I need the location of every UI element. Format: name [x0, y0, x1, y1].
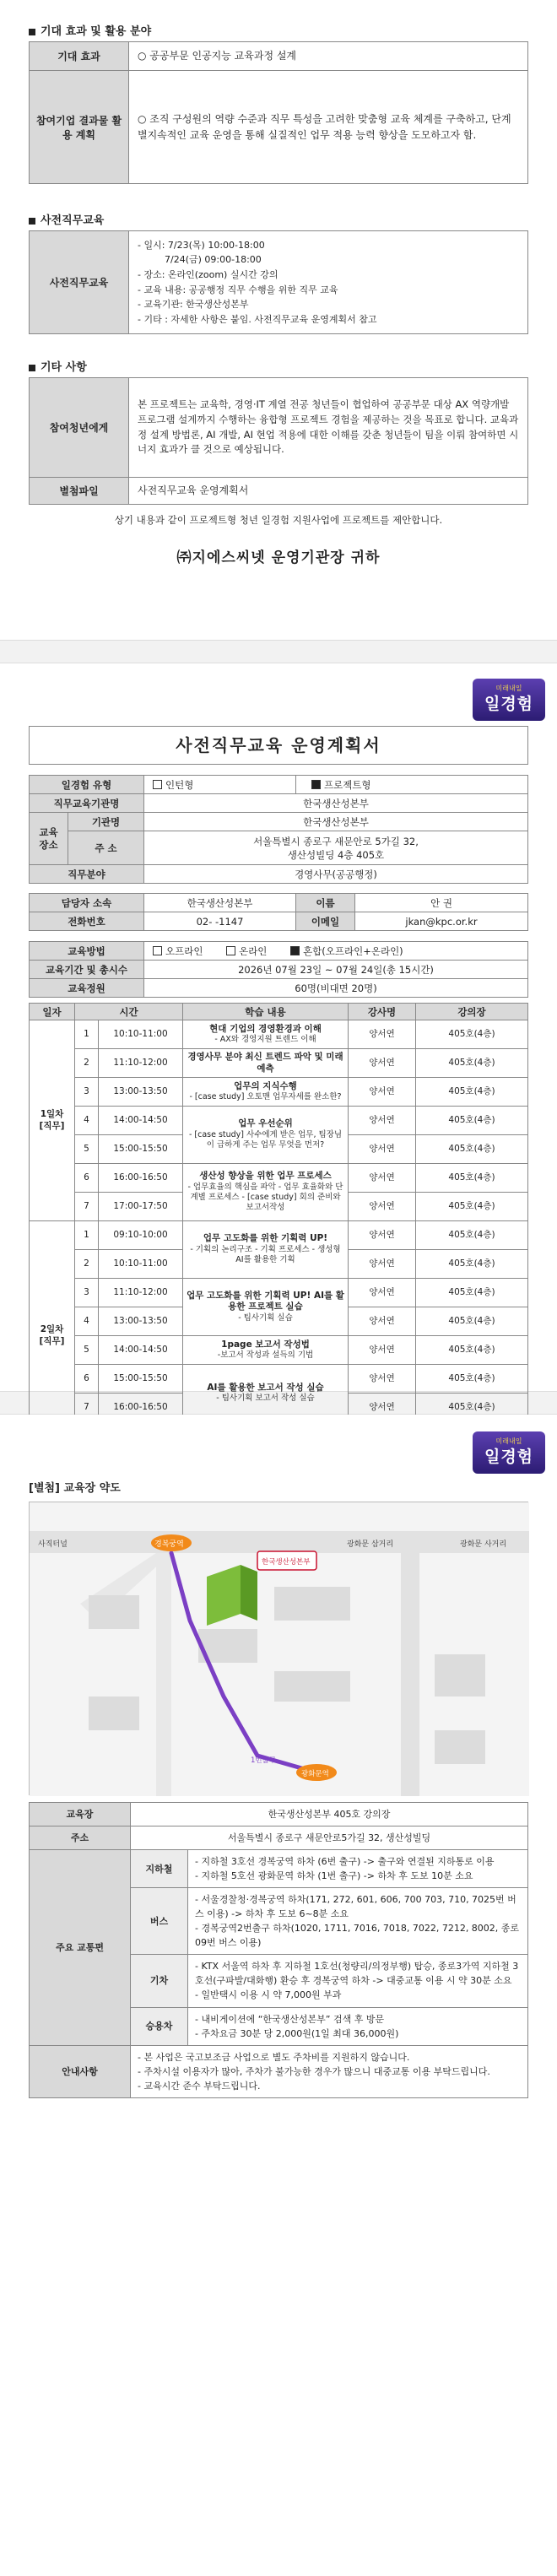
instructor: 양서연	[349, 1307, 416, 1336]
effects-table	[29, 41, 528, 184]
instructor: 양서연	[349, 1078, 416, 1107]
content-title: 경영사무 분야 최신 트렌드 파악 및 미래예측	[187, 1051, 343, 1074]
road-vertical	[401, 1553, 419, 1796]
learning-content	[183, 1164, 349, 1221]
pretraining-table	[29, 230, 528, 334]
instructor: 양서연	[349, 1394, 416, 1422]
type-project[interactable]: 프로젝트형	[296, 776, 528, 794]
notice-info: - 본 사업은 국고보조금 사업으로 별도 주차비를 지원하지 않습니다. - 주차시설 이용자가 많아, 주차가 불가능한 경우가 많으니 대중교통 이용 부탁드립니다. - 교육시간 준수 부탁드립니다.	[131, 2045, 528, 2097]
addr-label: 주 소	[68, 831, 144, 865]
youth-label: 참여청년에게	[30, 378, 129, 478]
content-sub: - 기획의 논리구조 - 기획 프로세스 - 생성형 AI를 활용한 기획	[190, 1244, 341, 1265]
email-value: jkan@kpc.or.kr	[355, 912, 528, 931]
classroom: 405호(4층)	[416, 1394, 528, 1422]
period-number: 5	[75, 1336, 99, 1365]
period-number: 7	[75, 1394, 99, 1422]
count-value: 60명(비대면 20명)	[144, 979, 528, 998]
directions-table	[29, 1802, 528, 2098]
logo	[473, 1431, 545, 1474]
schedule-row	[30, 1164, 528, 1193]
method-options	[144, 942, 528, 961]
period-time: 11:10-12:00	[99, 1279, 183, 1307]
recipient-sign: ㈜지에스씨넷 운영기관장 귀하	[176, 549, 381, 566]
train-info: - KTX 서울역 하차 후 지하철 1호선(청량리/의정부행) 탑승, 종로3가역 지하철 3호선(구파발/대화행) 환승 후 경복궁역 하차 -> 대중교통 이용 시 약 30분 소요 - 일반택시 이용 시 약 7,000원 부과	[188, 1955, 528, 2007]
etc-table	[29, 377, 528, 505]
attachment-value: 사전직무교육 운영계획서	[129, 478, 528, 505]
content-title: 업무 고도화를 위한 기획력 UP!	[203, 1233, 328, 1244]
period-number: 2	[75, 1250, 99, 1279]
period-number: 7	[75, 1193, 99, 1221]
period-label: 교육기간 및 총시수	[30, 961, 144, 979]
content-sub: - 팀사기획 보고서 작성 실습	[216, 1394, 315, 1404]
traffic-label: 주요 교통편	[30, 1850, 131, 2046]
car-label: 승용차	[131, 2007, 188, 2045]
pretraining-details	[129, 231, 528, 334]
classroom: 405호(4층)	[416, 1336, 528, 1365]
info-table	[29, 775, 528, 931]
classroom: 405호(4층)	[416, 1164, 528, 1193]
schedule-row	[30, 1221, 528, 1250]
period-number: 1	[75, 1221, 99, 1250]
method-table	[29, 941, 528, 998]
detail-line: - 일시: 7/23(목) 10:00-18:00	[138, 239, 265, 251]
method-mixed[interactable]: 혼합(오프라인+온라인)	[290, 945, 403, 957]
field-value: 경영사무(공공행정)	[144, 865, 528, 884]
method-online[interactable]: 온라인	[226, 945, 267, 957]
content-title: AI를 활용한 보고서 작성 실습	[207, 1382, 324, 1393]
map-label: 광화문 삼거리	[347, 1540, 394, 1549]
content-sub: - 팀사기획 실습	[238, 1312, 293, 1323]
content-title: 현대 기업의 경영환경과 이해	[209, 1023, 322, 1034]
train-label: 기차	[131, 1955, 188, 2007]
period-time: 14:00-14:50	[99, 1107, 183, 1135]
attachment-label: 별첨파일	[30, 478, 129, 505]
instructor: 양서연	[349, 1365, 416, 1394]
period-time: 15:00-15:50	[99, 1365, 183, 1394]
instructor: 양서연	[349, 1221, 416, 1250]
instructor: 양서연	[349, 1164, 416, 1193]
content-title: 생산성 향상을 위한 업무 프로세스	[199, 1171, 332, 1182]
period-time: 16:00-16:50	[99, 1394, 183, 1422]
content-title: 1page 보고서 작성법	[221, 1339, 310, 1350]
period-time: 11:10-12:00	[99, 1049, 183, 1078]
name-label: 이름	[296, 894, 355, 912]
instructor: 양서연	[349, 1020, 416, 1049]
content-title: 업무 고도화를 위한 기획력 UP! AI를 활용한 프로젝트 실습	[187, 1290, 344, 1312]
checkbox-icon	[153, 946, 162, 955]
content-sub: -보고서 작성과 설득의 기법	[217, 1350, 314, 1361]
learning-content	[183, 1020, 349, 1049]
classroom: 405호(4층)	[416, 1107, 528, 1135]
map-label: 경복궁역	[154, 1540, 184, 1549]
count-label: 교육정원	[30, 979, 144, 998]
subway-label: 지하철	[131, 1850, 188, 1888]
addr-value: 서울특별시 종로구 새문안로 5가길 32, 생산성빌딩 4층 405호	[144, 831, 528, 865]
effects-value: ○ 공공부문 인공지능 교육과정 설계	[129, 42, 528, 71]
detail-line: - 교육 내용: 공공행정 직무 수행을 위한 직무 교육	[138, 284, 338, 295]
section-title-pretraining: 사전직무교육	[29, 211, 528, 227]
col-instructor: 강사명	[349, 1004, 416, 1020]
instructor: 양서연	[349, 1250, 416, 1279]
email-label: 이메일	[296, 912, 355, 931]
schedule-row	[30, 1279, 528, 1307]
instructor: 양서연	[349, 1336, 416, 1365]
classroom: 405호(4층)	[416, 1135, 528, 1164]
period-number: 6	[75, 1365, 99, 1394]
day-cell: 1일차 [직무]	[30, 1020, 75, 1221]
content-sub: - 업무효율의 핵심을 파악 - 업무 효율화와 단계별 프로세스 - [case study] 회의 준비와 보고서작성	[187, 1182, 343, 1213]
org-value: 한국생산성본부	[144, 813, 528, 831]
detail-line: - 교육기관: 한국생산성본부	[138, 299, 249, 311]
learning-content	[183, 1049, 349, 1078]
phone-value: 02- -1147	[144, 912, 296, 931]
location-map	[29, 1502, 528, 1795]
content-sub: - AX와 경영지원 트렌드 이해	[214, 1035, 316, 1045]
classroom: 405호(4층)	[416, 1279, 528, 1307]
method-offline[interactable]: 오프라인	[153, 945, 203, 957]
pretraining-label: 사전직무교육	[30, 231, 129, 334]
col-content: 학습 내용	[183, 1004, 349, 1020]
classroom: 405호(4층)	[416, 1221, 528, 1250]
learning-content	[183, 1078, 349, 1107]
learning-content	[183, 1365, 349, 1422]
period-number: 1	[75, 1020, 99, 1049]
effects-label: 기대 효과	[30, 42, 129, 71]
field-label: 직무분야	[30, 865, 144, 884]
col-day: 일자	[30, 1004, 75, 1020]
checkbox-icon	[153, 780, 162, 789]
inst-label: 직무교육기관명	[30, 794, 144, 813]
usage-plan-value: ○ 조직 구성원의 역량 수준과 직무 특성을 고려한 맞춤형 교육 체계를 구축하고, 단계별지속적인 교육 운영을 통해 실질적인 업무 적용 능력 향상을 도모하고자 함.	[129, 71, 528, 184]
period-time: 14:00-14:50	[99, 1336, 183, 1365]
classroom: 405호(4층)	[416, 1020, 528, 1049]
place-label: 교육장	[30, 1803, 131, 1826]
learning-content	[183, 1279, 349, 1336]
detail-line: 7/24(금) 09:00-18:00	[165, 254, 262, 266]
type-label: 일경험 유형	[30, 776, 144, 794]
map-label: 1번출구	[251, 1756, 277, 1765]
instructor: 양서연	[349, 1279, 416, 1307]
map-label: 광화문 사거리	[460, 1540, 507, 1549]
type-intern[interactable]: 인턴형	[144, 776, 296, 794]
period-number: 3	[75, 1078, 99, 1107]
period-time: 16:00-16:50	[99, 1164, 183, 1193]
checkbox-checked-icon	[311, 780, 321, 789]
period-time: 10:10-11:00	[99, 1250, 183, 1279]
road-main	[30, 1531, 529, 1553]
page-1	[0, 0, 557, 640]
classroom: 405호(4층)	[416, 1307, 528, 1336]
bus-info: - 서울경찰청·경복궁역 하차(171, 272, 601, 606, 700 703, 710, 7025번 버스 이용) -> 하차 후 도보 6~8분 소요 - 경복궁역2번출구 하차(1020, 1711, 7016, 7018, 7022, 7212, 8002, 종로09번 버스 이용)	[188, 1888, 528, 1955]
map-svg	[30, 1502, 529, 1796]
org-label: 기관명	[68, 813, 144, 831]
classroom: 405호(4층)	[416, 1049, 528, 1078]
classroom: 405호(4층)	[416, 1078, 528, 1107]
period-number: 3	[75, 1279, 99, 1307]
page-3	[0, 1415, 557, 2539]
dept-value: 한국생산성본부	[144, 894, 296, 912]
bus-label: 버스	[131, 1888, 188, 1955]
period-number: 4	[75, 1307, 99, 1336]
logo	[473, 679, 545, 721]
page-2	[0, 663, 557, 1412]
dept-label: 담당자 소속	[30, 894, 144, 912]
notice-label: 안내사항	[30, 2045, 131, 2097]
doc-title: 사전직무교육 운영계획서	[29, 726, 528, 765]
content-sub: - [case study] 사수에게 받은 업무, 팀장님이 급하게 주는 업무 무엇을 먼저?	[188, 1129, 343, 1150]
period-time: 13:00-13:50	[99, 1078, 183, 1107]
address-label: 주소	[30, 1826, 131, 1850]
checkbox-icon	[226, 946, 235, 955]
content-sub: - [case study] 오토맨 업무자세를 완소한?	[189, 1092, 342, 1102]
col-room: 강의장	[416, 1004, 528, 1020]
instructor: 양서연	[349, 1193, 416, 1221]
address-value: 서울특별시 종로구 새문안로5가길 32, 생산성빌딩	[131, 1826, 528, 1850]
classroom: 405호(4층)	[416, 1193, 528, 1221]
classroom: 405호(4층)	[416, 1250, 528, 1279]
usage-plan-label: 참여기업 결과물 활용 계획	[30, 71, 129, 184]
schedule-row	[30, 1020, 528, 1049]
period-number: 6	[75, 1164, 99, 1193]
instructor: 양서연	[349, 1135, 416, 1164]
period-number: 5	[75, 1135, 99, 1164]
period-number: 2	[75, 1049, 99, 1078]
place-value: 한국생산성본부 405호 강의장	[131, 1803, 528, 1826]
logo-small-text: 미래내일	[495, 1437, 522, 1445]
instructor: 양서연	[349, 1049, 416, 1078]
learning-content	[183, 1336, 349, 1365]
period-time: 09:10-10:00	[99, 1221, 183, 1250]
method-label: 교육방법	[30, 942, 144, 961]
day-cell: 2일차 [직무]	[30, 1221, 75, 1451]
map-label: 광화문역	[301, 1770, 329, 1778]
schedule-table	[29, 1003, 528, 1451]
schedule-row	[30, 1107, 528, 1135]
proposal-note: 상기 내용과 같이 프로젝트형 청년 일경험 지원사업에 프로젝트를 제안합니다.	[114, 513, 443, 526]
detail-line: - 장소: 온라인(zoom) 실시간 강의	[138, 268, 278, 280]
map-section-title: [별첨] 교육장 약도	[29, 1482, 121, 1495]
phone-label: 전화번호	[30, 912, 144, 931]
content-title: 업무 우선순위	[238, 1118, 293, 1129]
detail-line: - 기타 : 자세한 사항은 붙임. 사전직무교육 운영계획서 참고	[138, 313, 377, 325]
checkbox-checked-icon	[290, 946, 300, 955]
schedule-row	[30, 1078, 528, 1107]
period-time: 13:00-13:50	[99, 1307, 183, 1336]
schedule-row	[30, 1365, 528, 1394]
inst-value: 한국생산성본부	[144, 794, 528, 813]
learning-content	[183, 1221, 349, 1279]
learning-content	[183, 1107, 349, 1164]
period-time: 17:00-17:50	[99, 1193, 183, 1221]
logo-big-text: 일경험	[484, 1448, 534, 1466]
content-title: 업무의 지식수행	[234, 1080, 297, 1091]
youth-text: 본 프로젝트는 교육학, 경영·IT 계열 전공 청년들이 협업하여 공공부문 대상 AX 역량개발 프로그램 설계까지 수행하는 융합형 프로젝트 경험을 제공하는 것을 목표로 합니다. 교육과정 설계 방법론, AI 개발, AI 현업 적용에 대한 이해를 갖춘 청년들이 팀을 이뤄 참여하면 시너지 효과가 클 것으로 예상됩니다.	[129, 378, 528, 478]
subway-info: - 지하철 3호선 경복궁역 하차 (6번 출구) -> 출구와 연결된 지하통로 이용 - 지하철 5호선 광화문역 하차 (1번 출구) -> 하차 후 도보 10분 소요	[188, 1850, 528, 1888]
section-title-etc: 기타 사항	[29, 358, 528, 374]
map-label: 한국생산성본부	[262, 1558, 311, 1567]
logo-big-text: 일경험	[484, 695, 534, 713]
period-number: 4	[75, 1107, 99, 1135]
instructor: 양서연	[349, 1107, 416, 1135]
name-value: 안 권	[355, 894, 528, 912]
section-title-effects: 기대 효과 및 활용 분야	[29, 22, 528, 38]
car-info: - 내비게이션에 “한국생산성본부” 검색 후 방문 - 주차요금 30분 당 2,000원(1일 최대 36,000원)	[188, 2007, 528, 2045]
map-label: 사직터널	[38, 1540, 68, 1549]
place-group-label: 교육 장소	[30, 813, 68, 865]
classroom: 405호(4층)	[416, 1365, 528, 1394]
logo-small-text: 미래내일	[495, 685, 522, 692]
col-time: 시간	[75, 1004, 183, 1020]
schedule-row	[30, 1049, 528, 1078]
period-time: 10:10-11:00	[99, 1020, 183, 1049]
page-gap	[0, 640, 557, 663]
schedule-row	[30, 1336, 528, 1365]
period-value: 2026년 07월 23일 ~ 07월 24일(총 15시간)	[144, 961, 528, 979]
period-time: 15:00-15:50	[99, 1135, 183, 1164]
